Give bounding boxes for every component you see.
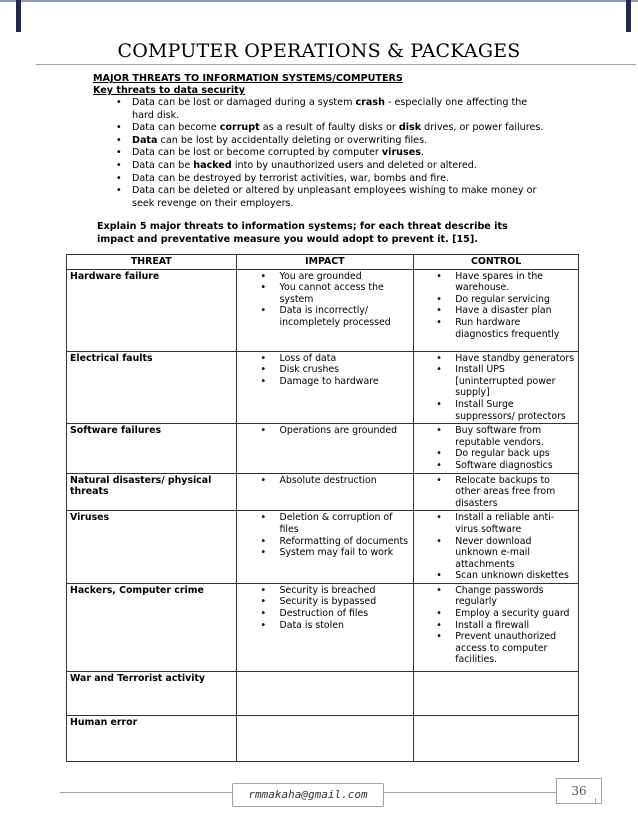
bullet-text: into by unauthorized users and deleted or altered. [231, 159, 477, 171]
question-text: Explain 5 major threats to information systems; for each threat describe its impact and preventative measure you would adopt to prevent it. [15]. [97, 221, 508, 245]
control-item: • Buy software from reputable vendors. [436, 425, 575, 448]
control-list [436, 585, 575, 666]
threat-cell: Viruses [67, 511, 237, 584]
control-list [436, 475, 575, 510]
impact-list [261, 425, 411, 437]
table-row [67, 715, 579, 761]
table-row [67, 583, 579, 671]
control-cell [414, 715, 579, 761]
threat-bullet-item [116, 173, 546, 186]
threat-cell: Human error [67, 715, 237, 761]
bullet-text: - especially one affecting the hard disk. [132, 97, 528, 121]
impact-cell [236, 351, 414, 424]
threat-table [66, 254, 579, 762]
impact-cell [236, 424, 414, 473]
section-subheading: Key threats to data security [93, 85, 245, 96]
threat-bullet-list [116, 97, 546, 210]
right-decorative-bar [626, 0, 631, 32]
control-item: • Change passwords regularly [436, 585, 575, 608]
impact-list [261, 512, 411, 558]
control-item: • Software diagnostics [436, 460, 575, 472]
impact-item: • You cannot access the system [261, 282, 411, 305]
left-decorative-bar [16, 0, 21, 32]
impact-item: • Deletion & corruption of files [261, 512, 411, 535]
control-list [436, 512, 575, 582]
impact-cell [236, 671, 414, 715]
impact-item: • Damage to hardware [261, 376, 411, 388]
bullet-text: Data can be deleted or altered by unpleasant employees wishing to make money or seek revenge on their employers. [132, 185, 537, 209]
bullet-text: as a result of faulty disks or [259, 122, 399, 134]
control-cell [414, 583, 579, 671]
impact-item: • Security is bypassed [261, 596, 411, 608]
impact-item: • Disk crushes [261, 364, 411, 376]
impact-item: • Loss of data [261, 353, 411, 365]
control-item: • Prevent unauthorized access to computer facilities. [436, 631, 575, 666]
table-row [67, 351, 579, 424]
footer-email: rmmakaha@gmail.com [232, 783, 384, 807]
header-threat: THREAT [67, 255, 237, 270]
control-cell [414, 269, 579, 351]
control-cell [414, 671, 579, 715]
control-item: • Run hardware diagnostics frequently [436, 317, 575, 340]
bullet-text: Data can become [132, 122, 220, 134]
bullet-text: Data can be lost or damaged during a system [132, 97, 356, 108]
threat-cell: Natural disasters/ physical threats [67, 473, 237, 511]
threat-bullet-item [116, 135, 546, 148]
bold-term: Data [132, 134, 158, 146]
table-row [67, 671, 579, 715]
control-cell [414, 351, 579, 424]
control-list [436, 353, 575, 423]
control-list [436, 271, 575, 341]
impact-list [261, 475, 411, 487]
impact-cell [236, 473, 414, 511]
section-heading: MAJOR THREATS TO INFORMATION SYSTEMS/COMPUTERS [93, 73, 403, 84]
impact-item: • Destruction of files [261, 608, 411, 620]
bold-term: viruses [381, 147, 421, 159]
impact-item: • Operations are grounded [261, 425, 411, 437]
threat-bullet-item [116, 185, 546, 210]
control-item: • Have standby generators [436, 353, 575, 365]
control-cell [414, 424, 579, 473]
control-item: • Install a reliable anti-virus software [436, 512, 575, 535]
threat-bullet-item [116, 122, 546, 135]
table-row [67, 511, 579, 584]
impact-item: • You are grounded [261, 271, 411, 283]
impact-list [261, 271, 411, 329]
control-item: • Never download unknown e-mail attachments [436, 536, 575, 571]
impact-list [261, 353, 411, 388]
impact-cell [236, 583, 414, 671]
header-impact: IMPACT [236, 255, 414, 270]
top-border-line [0, 0, 638, 2]
impact-cell [236, 511, 414, 584]
impact-item: • Data is incorrectly/ incompletely processed [261, 305, 411, 328]
impact-item: • Absolute destruction [261, 475, 411, 487]
threat-bullet-item [116, 160, 546, 173]
bullet-text: Data can be destroyed by terrorist activities, war, bombs and fire. [132, 172, 450, 184]
control-item: • Scan unknown diskettes [436, 570, 575, 582]
page-title: COMPUTER OPERATIONS & PACKAGES [117, 40, 521, 62]
bold-term: corrupt [219, 122, 260, 134]
threat-cell: Electrical faults [67, 351, 237, 424]
threat-cell: War and Terrorist activity [67, 671, 237, 715]
control-item: • Relocate backups to other areas free from disasters [436, 475, 575, 510]
bullet-text: drives, or power failures. [421, 122, 544, 134]
control-item: • Install Surge suppressors/ protectors [436, 399, 575, 422]
bold-term: disk [398, 122, 422, 134]
bullet-text: Data can be [132, 159, 194, 171]
control-item: • Employ a security guard [436, 608, 575, 620]
bullet-text: can be lost by accidentally deleting or overwriting files. [157, 134, 428, 146]
impact-list [261, 585, 411, 631]
table-row [67, 424, 579, 473]
control-item: • Do regular servicing [436, 294, 575, 306]
control-item: • Install UPS [uninterrupted power supply] [436, 364, 575, 399]
bullet-text: . [420, 147, 424, 159]
threat-bullet-item [116, 147, 546, 160]
control-cell [414, 511, 579, 584]
title-rule [36, 64, 636, 65]
header-control: CONTROL [414, 255, 579, 270]
threat-cell: Hardware failure [67, 269, 237, 351]
impact-cell [236, 269, 414, 351]
impact-cell [236, 715, 414, 761]
bold-term: hacked [193, 159, 232, 171]
table-row [67, 473, 579, 511]
control-list [436, 425, 575, 471]
table-row [67, 269, 579, 351]
impact-item: • System may fail to work [261, 547, 411, 559]
table-header-row [67, 255, 579, 270]
page-number-corner [595, 798, 601, 803]
threat-cell: Hackers, Computer crime [67, 583, 237, 671]
impact-item: • Security is breached [261, 585, 411, 597]
control-item: • Do regular back ups [436, 448, 575, 460]
threat-bullet-item [116, 97, 546, 122]
impact-item: • Reformatting of documents [261, 536, 411, 548]
impact-item: • Data is stolen [261, 620, 411, 632]
bullet-text: Data can be lost or become corrupted by computer [132, 147, 382, 159]
control-item: • Have a disaster plan [436, 305, 575, 317]
control-cell [414, 473, 579, 511]
threat-cell: Software failures [67, 424, 237, 473]
page-number: 36 [556, 778, 602, 804]
control-item: • Have spares in the warehouse. [436, 271, 575, 294]
control-item: • Install a firewall [436, 620, 575, 632]
bold-term: crash [355, 97, 385, 108]
